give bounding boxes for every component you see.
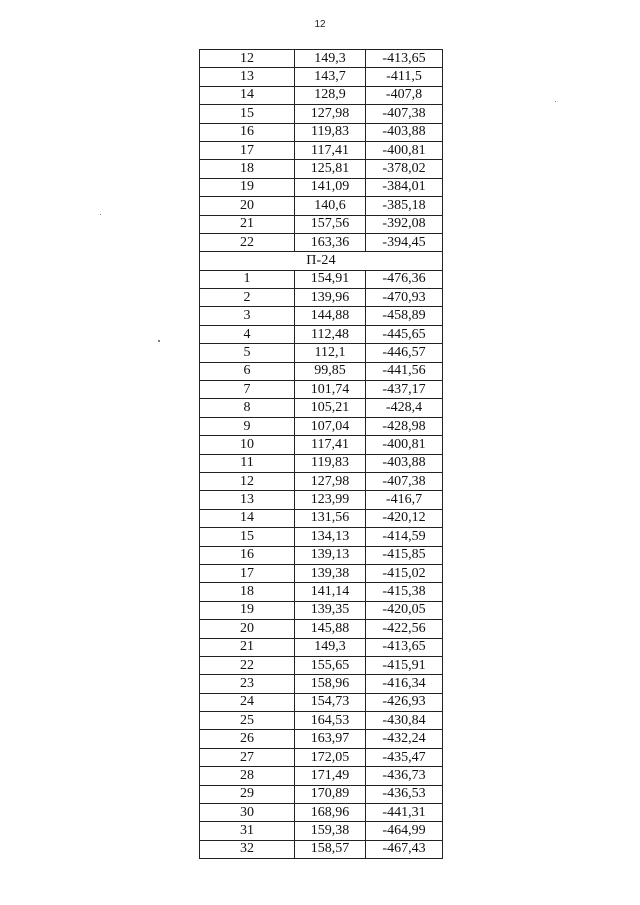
point-number-cell: 17 xyxy=(200,564,295,582)
y-value-cell: -407,38 xyxy=(366,472,443,490)
x-value-cell: 134,13 xyxy=(295,528,366,546)
table-row xyxy=(200,583,443,601)
table-row xyxy=(200,564,443,582)
y-value-cell: -378,02 xyxy=(366,160,443,178)
coordinates-table-body xyxy=(200,50,443,859)
y-value-cell: -464,99 xyxy=(366,822,443,840)
table-row xyxy=(200,712,443,730)
y-value-cell: -411,5 xyxy=(366,68,443,86)
point-number-cell: 19 xyxy=(200,178,295,196)
table-row xyxy=(200,86,443,104)
y-value-cell: -446,57 xyxy=(366,344,443,362)
table-row xyxy=(200,748,443,766)
y-value-cell: -394,45 xyxy=(366,233,443,251)
y-value-cell: -415,91 xyxy=(366,656,443,674)
y-value-cell: -476,36 xyxy=(366,270,443,288)
table-row xyxy=(200,68,443,86)
y-value-cell: -467,43 xyxy=(366,840,443,858)
x-value-cell: 143,7 xyxy=(295,68,366,86)
y-value-cell: -420,12 xyxy=(366,509,443,527)
y-value-cell: -415,85 xyxy=(366,546,443,564)
x-value-cell: 164,53 xyxy=(295,712,366,730)
point-number-cell: 14 xyxy=(200,509,295,527)
x-value-cell: 141,14 xyxy=(295,583,366,601)
point-number-cell: 10 xyxy=(200,436,295,454)
table-row xyxy=(200,785,443,803)
x-value-cell: 154,73 xyxy=(295,693,366,711)
x-value-cell: 139,96 xyxy=(295,289,366,307)
x-value-cell: 149,3 xyxy=(295,638,366,656)
point-number-cell: 19 xyxy=(200,601,295,619)
table-row xyxy=(200,454,443,472)
y-value-cell: -416,7 xyxy=(366,491,443,509)
y-value-cell: -422,56 xyxy=(366,620,443,638)
point-number-cell: 20 xyxy=(200,620,295,638)
y-value-cell: -437,17 xyxy=(366,381,443,399)
y-value-cell: -384,01 xyxy=(366,178,443,196)
y-value-cell: -407,38 xyxy=(366,105,443,123)
x-value-cell: 101,74 xyxy=(295,381,366,399)
x-value-cell: 139,38 xyxy=(295,564,366,582)
point-number-cell: 18 xyxy=(200,160,295,178)
x-value-cell: 125,81 xyxy=(295,160,366,178)
x-value-cell: 119,83 xyxy=(295,454,366,472)
y-value-cell: -426,93 xyxy=(366,693,443,711)
point-number-cell: 5 xyxy=(200,344,295,362)
table-row xyxy=(200,767,443,785)
table-row xyxy=(200,289,443,307)
point-number-cell: 15 xyxy=(200,105,295,123)
point-number-cell: 6 xyxy=(200,362,295,380)
point-number-cell: 16 xyxy=(200,123,295,141)
x-value-cell: 105,21 xyxy=(295,399,366,417)
point-number-cell: 14 xyxy=(200,86,295,104)
y-value-cell: -413,65 xyxy=(366,638,443,656)
table-row xyxy=(200,381,443,399)
point-number-cell: 18 xyxy=(200,583,295,601)
x-value-cell: 145,88 xyxy=(295,620,366,638)
point-number-cell: 12 xyxy=(200,472,295,490)
point-number-cell: 22 xyxy=(200,233,295,251)
x-value-cell: 154,91 xyxy=(295,270,366,288)
y-value-cell: -420,05 xyxy=(366,601,443,619)
y-value-cell: -416,34 xyxy=(366,675,443,693)
y-value-cell: -415,02 xyxy=(366,564,443,582)
point-number-cell: 1 xyxy=(200,270,295,288)
x-value-cell: 119,83 xyxy=(295,123,366,141)
table-row xyxy=(200,307,443,325)
point-number-cell: 31 xyxy=(200,822,295,840)
point-number-cell: 12 xyxy=(200,50,295,68)
x-value-cell: 139,35 xyxy=(295,601,366,619)
point-number-cell: 4 xyxy=(200,325,295,343)
x-value-cell: 131,56 xyxy=(295,509,366,527)
table-row xyxy=(200,601,443,619)
table-row xyxy=(200,693,443,711)
table-row xyxy=(200,50,443,68)
x-value-cell: 172,05 xyxy=(295,748,366,766)
x-value-cell: 168,96 xyxy=(295,804,366,822)
x-value-cell: 112,48 xyxy=(295,325,366,343)
table-row xyxy=(200,528,443,546)
y-value-cell: -400,81 xyxy=(366,436,443,454)
point-number-cell: 2 xyxy=(200,289,295,307)
x-value-cell: 171,49 xyxy=(295,767,366,785)
table-row xyxy=(200,417,443,435)
table-row xyxy=(200,215,443,233)
y-value-cell: -441,31 xyxy=(366,804,443,822)
point-number-cell: 17 xyxy=(200,141,295,159)
point-number-cell: 26 xyxy=(200,730,295,748)
y-value-cell: -392,08 xyxy=(366,215,443,233)
page-number: 12 xyxy=(314,19,326,30)
table-row xyxy=(200,472,443,490)
y-value-cell: -428,98 xyxy=(366,417,443,435)
table-row xyxy=(200,730,443,748)
y-value-cell: -432,24 xyxy=(366,730,443,748)
x-value-cell: 139,13 xyxy=(295,546,366,564)
table-row xyxy=(200,509,443,527)
y-value-cell: -403,88 xyxy=(366,123,443,141)
point-number-cell: 30 xyxy=(200,804,295,822)
point-number-cell: 29 xyxy=(200,785,295,803)
table-row xyxy=(200,160,443,178)
point-number-cell: 28 xyxy=(200,767,295,785)
y-value-cell: -413,65 xyxy=(366,50,443,68)
point-number-cell: 24 xyxy=(200,693,295,711)
table-row xyxy=(200,822,443,840)
section-header-row xyxy=(200,252,443,270)
point-number-cell: 21 xyxy=(200,638,295,656)
point-number-cell: 20 xyxy=(200,197,295,215)
x-value-cell: 99,85 xyxy=(295,362,366,380)
table-row xyxy=(200,804,443,822)
table-row xyxy=(200,105,443,123)
table-row xyxy=(200,123,443,141)
table-row xyxy=(200,325,443,343)
table-row xyxy=(200,546,443,564)
y-value-cell: -414,59 xyxy=(366,528,443,546)
x-value-cell: 144,88 xyxy=(295,307,366,325)
table-row xyxy=(200,141,443,159)
point-number-cell: 13 xyxy=(200,491,295,509)
y-value-cell: -415,38 xyxy=(366,583,443,601)
x-value-cell: 149,3 xyxy=(295,50,366,68)
y-value-cell: -441,56 xyxy=(366,362,443,380)
y-value-cell: -407,8 xyxy=(366,86,443,104)
y-value-cell: -403,88 xyxy=(366,454,443,472)
y-value-cell: -436,53 xyxy=(366,785,443,803)
scan-speck xyxy=(158,340,160,342)
table-row xyxy=(200,656,443,674)
point-number-cell: 27 xyxy=(200,748,295,766)
table-row xyxy=(200,178,443,196)
x-value-cell: 155,65 xyxy=(295,656,366,674)
table-row xyxy=(200,344,443,362)
y-value-cell: -445,65 xyxy=(366,325,443,343)
x-value-cell: 128,9 xyxy=(295,86,366,104)
x-value-cell: 163,36 xyxy=(295,233,366,251)
table-row xyxy=(200,840,443,858)
x-value-cell: 159,38 xyxy=(295,822,366,840)
y-value-cell: -430,84 xyxy=(366,712,443,730)
scan-speck xyxy=(100,214,101,215)
y-value-cell: -400,81 xyxy=(366,141,443,159)
x-value-cell: 127,98 xyxy=(295,105,366,123)
point-number-cell: 15 xyxy=(200,528,295,546)
point-number-cell: 16 xyxy=(200,546,295,564)
point-number-cell: 8 xyxy=(200,399,295,417)
table-row xyxy=(200,638,443,656)
scan-speck xyxy=(555,101,556,102)
point-number-cell: 22 xyxy=(200,656,295,674)
point-number-cell: 9 xyxy=(200,417,295,435)
point-number-cell: 32 xyxy=(200,840,295,858)
table-row xyxy=(200,362,443,380)
x-value-cell: 140,6 xyxy=(295,197,366,215)
point-number-cell: 7 xyxy=(200,381,295,399)
x-value-cell: 112,1 xyxy=(295,344,366,362)
table-row xyxy=(200,399,443,417)
table-row xyxy=(200,491,443,509)
section-label: П-24 xyxy=(200,252,443,270)
x-value-cell: 123,99 xyxy=(295,491,366,509)
y-value-cell: -458,89 xyxy=(366,307,443,325)
table-row xyxy=(200,270,443,288)
x-value-cell: 158,96 xyxy=(295,675,366,693)
y-value-cell: -428,4 xyxy=(366,399,443,417)
x-value-cell: 157,56 xyxy=(295,215,366,233)
y-value-cell: -436,73 xyxy=(366,767,443,785)
y-value-cell: -435,47 xyxy=(366,748,443,766)
x-value-cell: 163,97 xyxy=(295,730,366,748)
coordinates-table xyxy=(199,49,443,859)
table-row xyxy=(200,436,443,454)
x-value-cell: 170,89 xyxy=(295,785,366,803)
table-row xyxy=(200,197,443,215)
table-row xyxy=(200,620,443,638)
table-row xyxy=(200,233,443,251)
x-value-cell: 158,57 xyxy=(295,840,366,858)
point-number-cell: 11 xyxy=(200,454,295,472)
x-value-cell: 141,09 xyxy=(295,178,366,196)
table-row xyxy=(200,675,443,693)
point-number-cell: 21 xyxy=(200,215,295,233)
y-value-cell: -470,93 xyxy=(366,289,443,307)
x-value-cell: 117,41 xyxy=(295,141,366,159)
y-value-cell: -385,18 xyxy=(366,197,443,215)
x-value-cell: 117,41 xyxy=(295,436,366,454)
point-number-cell: 13 xyxy=(200,68,295,86)
x-value-cell: 127,98 xyxy=(295,472,366,490)
x-value-cell: 107,04 xyxy=(295,417,366,435)
point-number-cell: 23 xyxy=(200,675,295,693)
point-number-cell: 3 xyxy=(200,307,295,325)
point-number-cell: 25 xyxy=(200,712,295,730)
